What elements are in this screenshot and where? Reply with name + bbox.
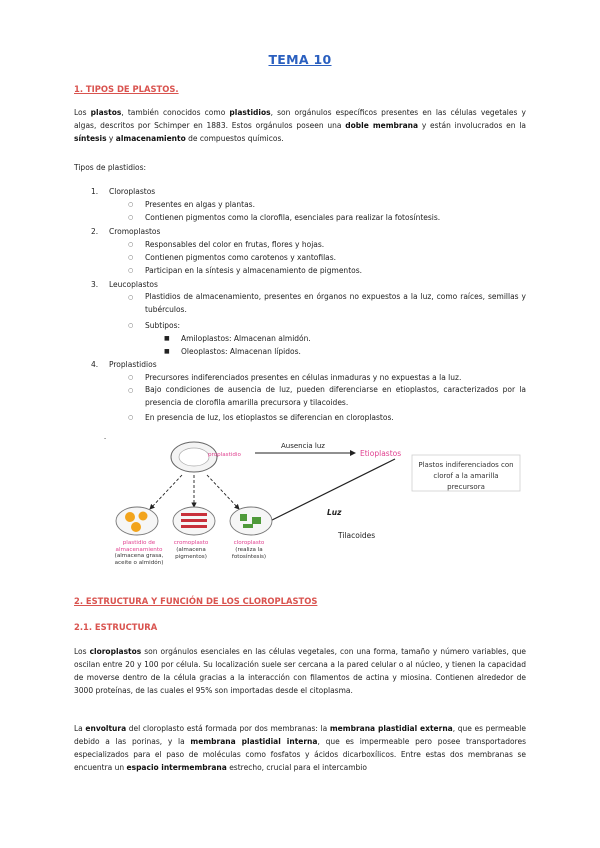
bullet-icon: ○ xyxy=(128,267,134,274)
bold-term: membrana plastidial externa xyxy=(329,724,453,733)
bullet-icon: ○ xyxy=(128,322,134,329)
text-run: y xyxy=(106,134,116,143)
cloroplasto-shape xyxy=(230,507,272,535)
bullet-icon: ○ xyxy=(128,294,134,301)
tipos-label: Tipos de plastidios: xyxy=(74,163,147,172)
section2-heading: 2. ESTRUCTURA Y FUNCIÓN DE LOS CLOROPLASTOS xyxy=(74,596,318,606)
cromoplasto-label: cromoplasto xyxy=(173,540,209,546)
text-run: Los xyxy=(74,108,91,117)
page-title: TEMA 10 xyxy=(268,52,332,67)
bold-term: doble membrana xyxy=(345,121,419,130)
bold-term: plastos xyxy=(90,108,122,117)
ausencia-luz-label: Ausencia luz xyxy=(281,442,325,450)
arrow-to-almacenamiento xyxy=(150,475,182,509)
tilacoides-label: Tilacoides xyxy=(338,531,376,540)
square-bullet-icon: ■ xyxy=(164,348,170,355)
svg-text:-: - xyxy=(104,435,107,442)
text-run: , también conocidos como xyxy=(121,108,230,117)
bullet-icon: ○ xyxy=(128,387,134,394)
text-run: estrecho, crucial para el intercambio xyxy=(226,763,367,772)
intro-paragraph xyxy=(74,106,526,145)
bold-term: envoltura xyxy=(85,724,127,733)
item-proplastidios: Proplastidios xyxy=(109,360,157,369)
item-cromoplastos: Cromoplastos xyxy=(109,227,161,236)
text-run: son orgánulos esenciales en las células vegetales, con una forma, tamaño y número variables, que oscilan entre 20 y 100 por célula. Su localización suele ser cercana a la pared celular o al núcleo, y tienen la capacidad de moverse dentro de la célula gracias a la interacción con filamentos de actina y miosina. Contienen alrededor de 3000 proteínas, de las cuales el 95% son importadas desde el citoplasma. xyxy=(74,647,526,695)
proplastidio-label: proplastidio xyxy=(208,452,241,458)
text-run: La xyxy=(74,724,86,733)
estructura-paragraph-1 xyxy=(74,645,526,697)
section1-heading: 1. TIPOS DE PLASTOS. xyxy=(74,84,179,94)
subtype-item: Oleoplastos: Almacenan lípidos. xyxy=(181,347,301,356)
list-item: Participan en la síntesis y almacenamiento de pigmentos. xyxy=(145,266,363,275)
bullet-icon: ○ xyxy=(128,254,134,261)
etioplastos-description: Plastos indiferenciados con clorof a la amarilla precursora xyxy=(418,461,514,491)
list-item: Precursores indiferenciados presentes en células inmaduras y no expuestas a la luz. xyxy=(145,373,462,382)
bold-term: almacenamiento xyxy=(115,134,186,143)
bold-term: espacio intermembrana xyxy=(126,763,227,772)
item-cloroplastos: Cloroplastos xyxy=(109,187,156,196)
text-run: , son orgánulos específicos presentes en las células vegetales y algas, descritos por Schimper en 1883. Estos orgánulos poseen una xyxy=(74,108,526,130)
item-number: 1. xyxy=(91,187,99,196)
list-item: Contienen pigmentos como la clorofila, esenciales para realizar la fotosíntesis. xyxy=(145,213,441,222)
list-item: Contienen pigmentos como carotenos y xantofilas. xyxy=(145,253,337,262)
item-leucoplastos: Leucoplastos xyxy=(109,280,158,289)
list-item: Plastidios de almacenamiento, presentes en órganos no expuestos a la luz, como raíces, semillas y tubérculos. xyxy=(145,292,526,314)
item-number: 3. xyxy=(91,280,99,289)
etioplastos-label: Etioplastos xyxy=(360,449,402,458)
bold-term: membrana plastidial interna xyxy=(190,737,318,746)
bullet-icon: ○ xyxy=(128,414,134,421)
subtype-item: Amiloplastos: Almacenan almidón. xyxy=(181,334,311,343)
cromoplasto-sublabel: (almacena pigmentos) xyxy=(175,547,207,560)
bold-term: plastidios xyxy=(229,108,271,117)
cloroplasto-sublabel: (realiza la fotosíntesis) xyxy=(231,547,267,560)
estructura-paragraph-2 xyxy=(74,722,526,774)
text-run: del cloroplasto está formada por dos membranas: la xyxy=(126,724,330,733)
almacenamiento-sublabel: (almacena grasa, aceite o almidón) xyxy=(114,553,164,566)
text-run: y están involucrados en la xyxy=(418,121,526,130)
bold-term: síntesis xyxy=(74,134,107,143)
bold-term: cloroplastos xyxy=(89,647,142,656)
list-item: En presencia de luz, los etioplastos se diferencian en cloroplastos. xyxy=(145,413,394,422)
text-run: Los xyxy=(74,647,90,656)
item-number: 4. xyxy=(91,360,99,369)
list-item: Presentes en algas y plantas. xyxy=(145,200,255,209)
cloroplasto-label: cloroplasto xyxy=(233,540,265,546)
list-item: Responsables del color en frutas, flores y hojas. xyxy=(145,240,325,249)
list-item: Subtipos: xyxy=(145,321,181,330)
text-run: de compuestos químicos. xyxy=(185,134,284,143)
section2-subheading: 2.1. ESTRUCTURA xyxy=(74,622,158,632)
almacenamiento-label: plastidio de almacenamiento xyxy=(115,540,163,553)
text-run: , que es permeable debido a las porinas, y la xyxy=(74,724,526,746)
bullet-icon: ○ xyxy=(128,214,134,221)
list-item: Bajo condiciones de ausencia de luz, pueden diferenciarse en etioplastos, caracterizados por la presencia de clorofila amarilla precursora y tilacoides. xyxy=(145,385,526,407)
text-run: , que es impermeable pero posee transportadores especializados para el paso de moléculas como fosfatos y ácidos dicarboxílicos. Entre estas dos membranas se encuentra un xyxy=(74,737,526,772)
bullet-icon: ○ xyxy=(128,241,134,248)
item-number: 2. xyxy=(91,227,99,236)
square-bullet-icon: ■ xyxy=(164,335,170,342)
bullet-icon: ○ xyxy=(128,201,134,208)
luz-label: Luz xyxy=(327,508,342,517)
arrow-to-cloroplasto xyxy=(207,475,239,509)
bullet-icon: ○ xyxy=(128,374,134,381)
